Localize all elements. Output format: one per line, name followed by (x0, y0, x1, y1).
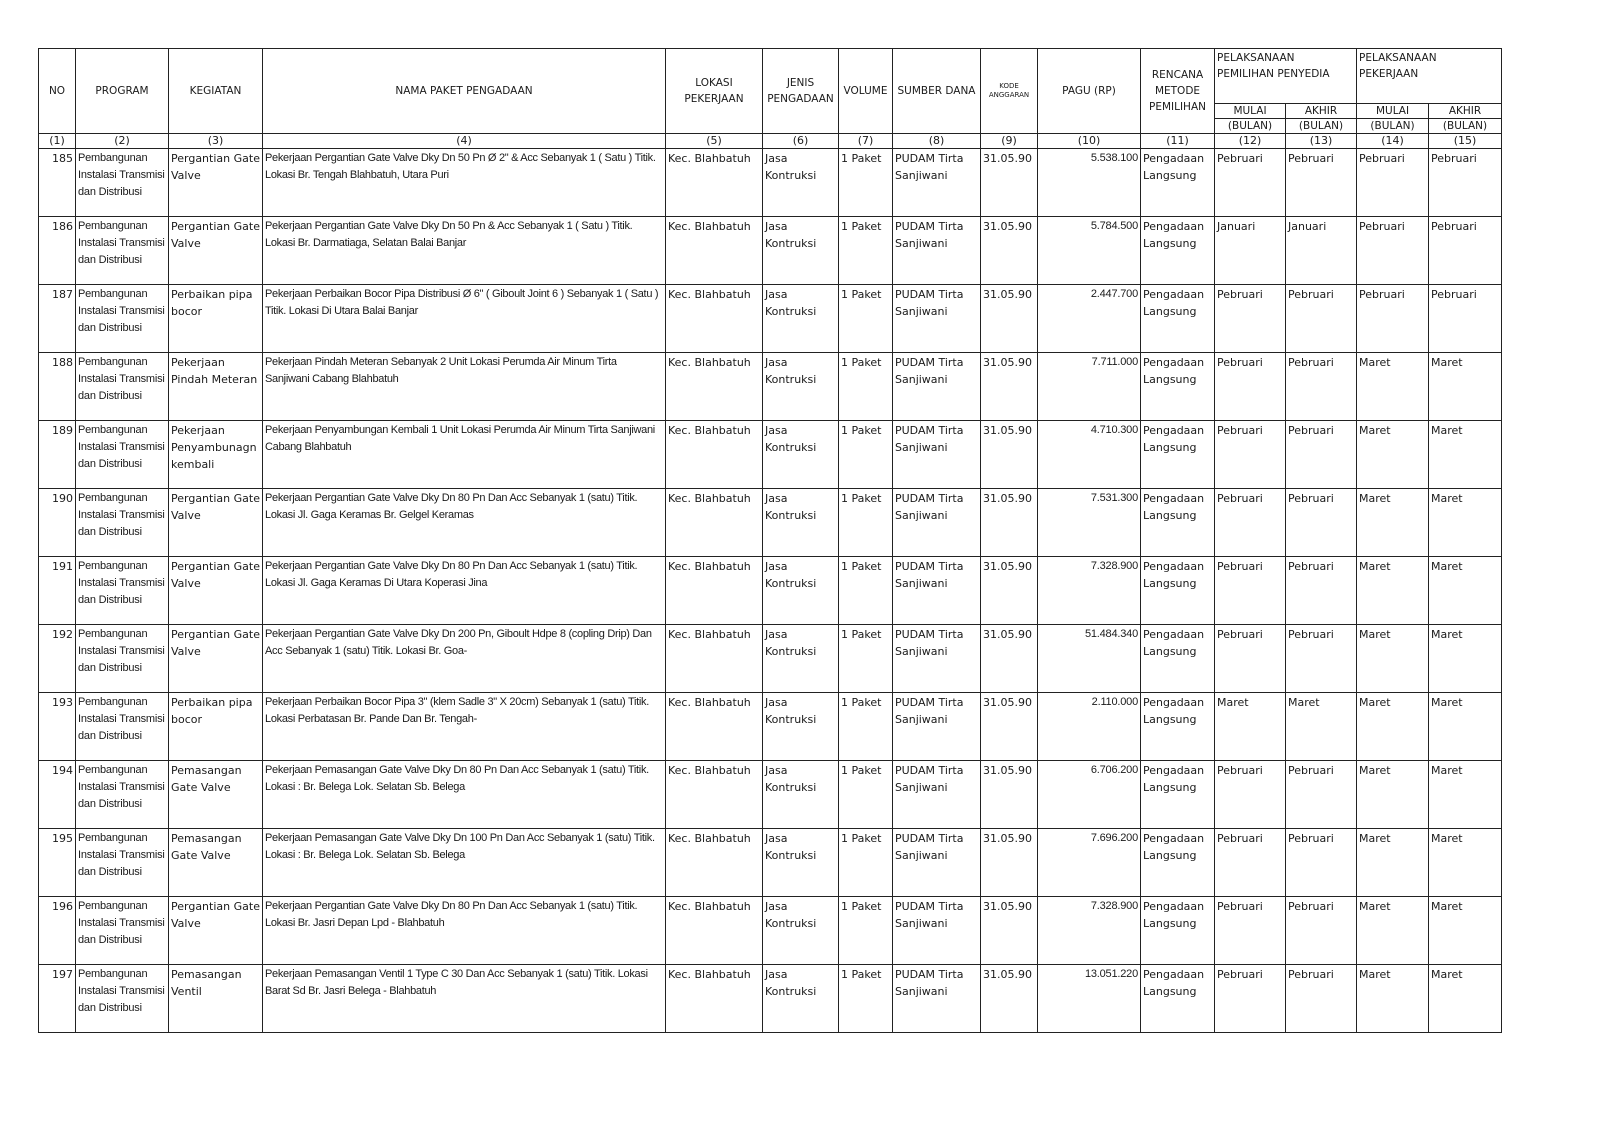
cell-nama-paket: Pekerjaan Pergantian Gate Valve Dky Dn 200 Pn, Giboult Hdpe 8 (copling Drip) Dan Acc Sebanyak 1 (satu) Titik. Lokasi Br. Goa- (263, 625, 666, 693)
cell-kode-anggaran: 31.05.90 (981, 761, 1038, 829)
table-body (39, 149, 1502, 1033)
cell-nama-paket: Pekerjaan Perbaikan Bocor Pipa Distribusi Ø 6" ( Giboult Joint 6 ) Sebanyak 1 ( Satu ) Titik. Lokasi Di Utara Balai Banjar (263, 285, 666, 353)
cell-jenis: Jasa Kontruksi (763, 557, 839, 625)
cell-pekerjaan-akhir: Maret (1429, 557, 1502, 625)
cell-jenis: Jasa Kontruksi (763, 285, 839, 353)
cell-sumber-dana: PUDAM Tirta Sanjiwani (893, 421, 981, 489)
cell-pekerjaan-mulai: Maret (1357, 761, 1429, 829)
cell-kegiatan: Pergantian Gate Valve (169, 557, 263, 625)
cell-sumber-dana: PUDAM Tirta Sanjiwani (893, 693, 981, 761)
cell-pagu: 6.706.200 (1038, 761, 1141, 829)
cell-sumber-dana: PUDAM Tirta Sanjiwani (893, 761, 981, 829)
cell-metode: Pengadaan Langsung (1141, 217, 1215, 285)
cell-kegiatan: Pergantian Gate Valve (169, 897, 263, 965)
cell-no: 186 (39, 217, 76, 285)
cell-program: Pembangunan Instalasi Transmisi dan Distribusi (76, 285, 169, 353)
cell-lokasi: Kec. Blahbatuh (666, 897, 763, 965)
cell-pemilihan-mulai: Pebruari (1215, 625, 1286, 693)
cell-program: Pembangunan Instalasi Transmisi dan Distribusi (76, 489, 169, 557)
cell-kode-anggaran: 31.05.90 (981, 625, 1038, 693)
table-row (39, 761, 1502, 829)
cell-kegiatan: Pekerjaan Penyambunagn kembali (169, 421, 263, 489)
cell-pemilihan-mulai: Pebruari (1215, 829, 1286, 897)
table-row (39, 489, 1502, 557)
cell-no: 193 (39, 693, 76, 761)
cell-kode-anggaran: 31.05.90 (981, 557, 1038, 625)
table-row (39, 353, 1502, 421)
cell-program: Pembangunan Instalasi Transmisi dan Distribusi (76, 625, 169, 693)
cell-volume: 1 Paket (839, 353, 893, 421)
cell-volume: 1 Paket (839, 149, 893, 217)
cell-sumber-dana: PUDAM Tirta Sanjiwani (893, 965, 981, 1033)
cell-jenis: Jasa Kontruksi (763, 897, 839, 965)
cell-pemilihan-mulai: Pebruari (1215, 557, 1286, 625)
header-no: NO (39, 49, 76, 134)
cell-no: 191 (39, 557, 76, 625)
cell-pagu: 7.696.200 (1038, 829, 1141, 897)
cell-pemilihan-mulai: Pebruari (1215, 897, 1286, 965)
header-lokasi: LOKASI PEKERJAAN (666, 49, 763, 134)
cell-program: Pembangunan Instalasi Transmisi dan Distribusi (76, 761, 169, 829)
header-program: PROGRAM (76, 49, 169, 134)
column-number: (12) (1215, 134, 1286, 149)
header-pekerjaan-akhir: AKHIR (1429, 104, 1502, 119)
cell-kode-anggaran: 31.05.90 (981, 965, 1038, 1033)
cell-pemilihan-mulai: Pebruari (1215, 285, 1286, 353)
cell-pemilihan-akhir: Pebruari (1286, 761, 1357, 829)
cell-volume: 1 Paket (839, 693, 893, 761)
cell-pekerjaan-mulai: Maret (1357, 897, 1429, 965)
cell-pemilihan-akhir: Pebruari (1286, 965, 1357, 1033)
cell-program: Pembangunan Instalasi Transmisi dan Distribusi (76, 421, 169, 489)
cell-program: Pembangunan Instalasi Transmisi dan Distribusi (76, 353, 169, 421)
cell-metode: Pengadaan Langsung (1141, 489, 1215, 557)
column-number: (3) (169, 134, 263, 149)
cell-pagu: 5.538.100 (1038, 149, 1141, 217)
cell-kode-anggaran: 31.05.90 (981, 897, 1038, 965)
cell-lokasi: Kec. Blahbatuh (666, 149, 763, 217)
cell-lokasi: Kec. Blahbatuh (666, 693, 763, 761)
cell-no: 194 (39, 761, 76, 829)
header-bulan: (BULAN) (1215, 119, 1286, 134)
cell-pekerjaan-mulai: Pebruari (1357, 285, 1429, 353)
cell-pekerjaan-akhir: Pebruari (1429, 149, 1502, 217)
cell-sumber-dana: PUDAM Tirta Sanjiwani (893, 353, 981, 421)
cell-sumber-dana: PUDAM Tirta Sanjiwani (893, 285, 981, 353)
table-row (39, 693, 1502, 761)
cell-no: 187 (39, 285, 76, 353)
cell-pekerjaan-mulai: Maret (1357, 489, 1429, 557)
cell-kegiatan: Perbaikan pipa bocor (169, 693, 263, 761)
table-row (39, 285, 1502, 353)
cell-pemilihan-mulai: Pebruari (1215, 761, 1286, 829)
table-row (39, 557, 1502, 625)
header-pelaksanaan-pemilihan: PELAKSANAAN PEMILIHAN PENYEDIA (1215, 49, 1357, 104)
cell-lokasi: Kec. Blahbatuh (666, 965, 763, 1033)
cell-nama-paket: Pekerjaan Pergantian Gate Valve Dky Dn 80 Pn Dan Acc Sebanyak 1 (satu) Titik. Lokasi Jl. Gaga Keramas Br. Gelgel Keramas (263, 489, 666, 557)
cell-pagu: 4.710.300 (1038, 421, 1141, 489)
cell-pemilihan-mulai: Pebruari (1215, 965, 1286, 1033)
cell-no: 190 (39, 489, 76, 557)
cell-program: Pembangunan Instalasi Transmisi dan Distribusi (76, 149, 169, 217)
header-pekerjaan-mulai: MULAI (1357, 104, 1429, 119)
cell-pekerjaan-akhir: Maret (1429, 625, 1502, 693)
cell-pemilihan-mulai: Maret (1215, 693, 1286, 761)
cell-metode: Pengadaan Langsung (1141, 625, 1215, 693)
cell-sumber-dana: PUDAM Tirta Sanjiwani (893, 897, 981, 965)
cell-program: Pembangunan Instalasi Transmisi dan Distribusi (76, 897, 169, 965)
cell-sumber-dana: PUDAM Tirta Sanjiwani (893, 217, 981, 285)
column-number: (6) (763, 134, 839, 149)
cell-sumber-dana: PUDAM Tirta Sanjiwani (893, 149, 981, 217)
cell-sumber-dana: PUDAM Tirta Sanjiwani (893, 557, 981, 625)
cell-program: Pembangunan Instalasi Transmisi dan Distribusi (76, 693, 169, 761)
header-volume: VOLUME (839, 49, 893, 134)
cell-nama-paket: Pekerjaan Pemasangan Gate Valve Dky Dn 100 Pn Dan Acc Sebanyak 1 (satu) Titik. Lokasi : Br. Belega Lok. Selatan Sb. Belega (263, 829, 666, 897)
cell-volume: 1 Paket (839, 217, 893, 285)
cell-jenis: Jasa Kontruksi (763, 217, 839, 285)
cell-kegiatan: Pemasangan Gate Valve (169, 761, 263, 829)
header-pelaksanaan-pekerjaan: PELAKSANAAN PEKERJAAN (1357, 49, 1502, 104)
header-row (39, 49, 1502, 104)
header-bulan: (BULAN) (1286, 119, 1357, 134)
cell-pemilihan-akhir: Pebruari (1286, 421, 1357, 489)
column-number: (7) (839, 134, 893, 149)
cell-volume: 1 Paket (839, 421, 893, 489)
cell-volume: 1 Paket (839, 761, 893, 829)
cell-no: 188 (39, 353, 76, 421)
cell-volume: 1 Paket (839, 285, 893, 353)
cell-jenis: Jasa Kontruksi (763, 761, 839, 829)
cell-kegiatan: Pemasangan Ventil (169, 965, 263, 1033)
cell-program: Pembangunan Instalasi Transmisi dan Distribusi (76, 965, 169, 1033)
cell-program: Pembangunan Instalasi Transmisi dan Distribusi (76, 557, 169, 625)
table-row (39, 149, 1502, 217)
cell-kode-anggaran: 31.05.90 (981, 217, 1038, 285)
cell-pagu: 13.051.220 (1038, 965, 1141, 1033)
cell-jenis: Jasa Kontruksi (763, 829, 839, 897)
cell-nama-paket: Pekerjaan Pergantian Gate Valve Dky Dn 80 Pn Dan Acc Sebanyak 1 (satu) Titik. Lokasi Br. Jasri Depan Lpd - Blahbatuh (263, 897, 666, 965)
cell-pemilihan-akhir: Pebruari (1286, 829, 1357, 897)
column-number: (9) (981, 134, 1038, 149)
cell-pagu: 2.447.700 (1038, 285, 1141, 353)
cell-nama-paket: Pekerjaan Pemasangan Ventil 1 Type C 30 Dan Acc Sebanyak 1 (satu) Titik. Lokasi Barat Sd Br. Jasri Belega - Blahbatuh (263, 965, 666, 1033)
cell-lokasi: Kec. Blahbatuh (666, 421, 763, 489)
cell-nama-paket: Pekerjaan Pergantian Gate Valve Dky Dn 50 Pn & Acc Sebanyak 1 ( Satu ) Titik. Lokasi Br. Darmatiaga, Selatan Balai Banjar (263, 217, 666, 285)
header-nama-paket: NAMA PAKET PENGADAAN (263, 49, 666, 134)
cell-kode-anggaran: 31.05.90 (981, 829, 1038, 897)
header-rencana-metode: RENCANA METODE PEMILIHAN (1141, 49, 1215, 134)
cell-pagu: 7.328.900 (1038, 557, 1141, 625)
cell-pekerjaan-mulai: Maret (1357, 965, 1429, 1033)
cell-pekerjaan-akhir: Maret (1429, 965, 1502, 1033)
column-number: (13) (1286, 134, 1357, 149)
column-number: (10) (1038, 134, 1141, 149)
cell-pekerjaan-akhir: Maret (1429, 489, 1502, 557)
header-pemilihan-akhir: AKHIR (1286, 104, 1357, 119)
cell-lokasi: Kec. Blahbatuh (666, 557, 763, 625)
cell-pemilihan-akhir: Pebruari (1286, 557, 1357, 625)
cell-no: 189 (39, 421, 76, 489)
header-bulan: (BULAN) (1357, 119, 1429, 134)
cell-pekerjaan-akhir: Maret (1429, 421, 1502, 489)
cell-pemilihan-akhir: Pebruari (1286, 149, 1357, 217)
cell-pagu: 51.484.340 (1038, 625, 1141, 693)
header-kode-anggaran: KODE ANGGARAN (981, 49, 1038, 134)
cell-metode: Pengadaan Langsung (1141, 965, 1215, 1033)
cell-lokasi: Kec. Blahbatuh (666, 285, 763, 353)
cell-nama-paket: Pekerjaan Pindah Meteran Sebanyak 2 Unit Lokasi Perumda Air Minum Tirta Sanjiwani Cabang Blahbatuh (263, 353, 666, 421)
cell-kode-anggaran: 31.05.90 (981, 693, 1038, 761)
cell-pemilihan-akhir: Pebruari (1286, 897, 1357, 965)
column-number: (15) (1429, 134, 1502, 149)
cell-pekerjaan-mulai: Maret (1357, 829, 1429, 897)
cell-pekerjaan-mulai: Maret (1357, 557, 1429, 625)
table-row (39, 829, 1502, 897)
column-number: (4) (263, 134, 666, 149)
cell-metode: Pengadaan Langsung (1141, 149, 1215, 217)
column-number: (2) (76, 134, 169, 149)
cell-metode: Pengadaan Langsung (1141, 285, 1215, 353)
cell-jenis: Jasa Kontruksi (763, 965, 839, 1033)
cell-pemilihan-akhir: Pebruari (1286, 489, 1357, 557)
header-pemilihan-mulai: MULAI (1215, 104, 1286, 119)
cell-lokasi: Kec. Blahbatuh (666, 489, 763, 557)
column-number: (11) (1141, 134, 1215, 149)
header-kegiatan: KEGIATAN (169, 49, 263, 134)
procurement-table (38, 48, 1502, 1033)
cell-pekerjaan-mulai: Pebruari (1357, 217, 1429, 285)
cell-kode-anggaran: 31.05.90 (981, 421, 1038, 489)
cell-pemilihan-mulai: Pebruari (1215, 421, 1286, 489)
cell-metode: Pengadaan Langsung (1141, 829, 1215, 897)
cell-metode: Pengadaan Langsung (1141, 761, 1215, 829)
cell-volume: 1 Paket (839, 557, 893, 625)
cell-kegiatan: Pekerjaan Pindah Meteran (169, 353, 263, 421)
cell-pemilihan-akhir: Pebruari (1286, 353, 1357, 421)
cell-pekerjaan-akhir: Pebruari (1429, 285, 1502, 353)
header-jenis: JENIS PENGADAAN (763, 49, 839, 134)
cell-volume: 1 Paket (839, 965, 893, 1033)
column-number: (14) (1357, 134, 1429, 149)
cell-pemilihan-mulai: Pebruari (1215, 149, 1286, 217)
cell-pemilihan-mulai: Pebruari (1215, 353, 1286, 421)
table-row (39, 897, 1502, 965)
cell-pemilihan-akhir: Januari (1286, 217, 1357, 285)
cell-pekerjaan-akhir: Pebruari (1429, 217, 1502, 285)
cell-volume: 1 Paket (839, 829, 893, 897)
cell-sumber-dana: PUDAM Tirta Sanjiwani (893, 489, 981, 557)
table-row (39, 421, 1502, 489)
cell-jenis: Jasa Kontruksi (763, 149, 839, 217)
cell-pagu: 2.110.000 (1038, 693, 1141, 761)
cell-sumber-dana: PUDAM Tirta Sanjiwani (893, 829, 981, 897)
cell-pekerjaan-mulai: Maret (1357, 353, 1429, 421)
table-row (39, 625, 1502, 693)
cell-jenis: Jasa Kontruksi (763, 421, 839, 489)
cell-jenis: Jasa Kontruksi (763, 625, 839, 693)
cell-nama-paket: Pekerjaan Pergantian Gate Valve Dky Dn 50 Pn Ø 2" & Acc Sebanyak 1 ( Satu ) Titik. Lokasi Br. Tengah Blahbatuh, Utara Puri (263, 149, 666, 217)
column-number-row (39, 134, 1502, 149)
cell-nama-paket: Pekerjaan Penyambungan Kembali 1 Unit Lokasi Perumda Air Minum Tirta Sanjiwani Cabang Blahbatuh (263, 421, 666, 489)
cell-pekerjaan-mulai: Maret (1357, 693, 1429, 761)
cell-pagu: 7.711.000 (1038, 353, 1141, 421)
cell-kode-anggaran: 31.05.90 (981, 489, 1038, 557)
cell-pekerjaan-akhir: Maret (1429, 829, 1502, 897)
cell-sumber-dana: PUDAM Tirta Sanjiwani (893, 625, 981, 693)
cell-jenis: Jasa Kontruksi (763, 489, 839, 557)
cell-metode: Pengadaan Langsung (1141, 897, 1215, 965)
cell-lokasi: Kec. Blahbatuh (666, 761, 763, 829)
cell-pemilihan-mulai: Pebruari (1215, 489, 1286, 557)
cell-kegiatan: Pergantian Gate Valve (169, 217, 263, 285)
cell-kode-anggaran: 31.05.90 (981, 353, 1038, 421)
cell-lokasi: Kec. Blahbatuh (666, 217, 763, 285)
table-row (39, 965, 1502, 1033)
cell-jenis: Jasa Kontruksi (763, 353, 839, 421)
column-number: (8) (893, 134, 981, 149)
cell-kegiatan: Perbaikan pipa bocor (169, 285, 263, 353)
cell-lokasi: Kec. Blahbatuh (666, 829, 763, 897)
cell-nama-paket: Pekerjaan Pergantian Gate Valve Dky Dn 80 Pn Dan Acc Sebanyak 1 (satu) Titik. Lokasi Jl. Gaga Keramas Di Utara Koperasi Jina (263, 557, 666, 625)
cell-pagu: 5.784.500 (1038, 217, 1141, 285)
cell-pekerjaan-akhir: Maret (1429, 693, 1502, 761)
header-bulan: (BULAN) (1429, 119, 1502, 134)
cell-pemilihan-mulai: Januari (1215, 217, 1286, 285)
cell-nama-paket: Pekerjaan Pemasangan Gate Valve Dky Dn 80 Pn Dan Acc Sebanyak 1 (satu) Titik. Lokasi : Br. Belega Lok. Selatan Sb. Belega (263, 761, 666, 829)
header-pagu: PAGU (RP) (1038, 49, 1141, 134)
cell-pagu: 7.531.300 (1038, 489, 1141, 557)
cell-pemilihan-akhir: Pebruari (1286, 285, 1357, 353)
cell-no: 197 (39, 965, 76, 1033)
cell-pekerjaan-mulai: Maret (1357, 421, 1429, 489)
cell-pemilihan-akhir: Maret (1286, 693, 1357, 761)
cell-kegiatan: Pergantian Gate Valve (169, 625, 263, 693)
cell-no: 195 (39, 829, 76, 897)
cell-program: Pembangunan Instalasi Transmisi dan Distribusi (76, 829, 169, 897)
cell-metode: Pengadaan Langsung (1141, 421, 1215, 489)
column-number: (1) (39, 134, 76, 149)
cell-kegiatan: Pergantian Gate Valve (169, 489, 263, 557)
cell-kegiatan: Pergantian Gate Valve (169, 149, 263, 217)
cell-pekerjaan-akhir: Maret (1429, 897, 1502, 965)
cell-metode: Pengadaan Langsung (1141, 693, 1215, 761)
cell-kegiatan: Pemasangan Gate Valve (169, 829, 263, 897)
cell-no: 185 (39, 149, 76, 217)
cell-volume: 1 Paket (839, 625, 893, 693)
cell-volume: 1 Paket (839, 489, 893, 557)
header-sumber-dana: SUMBER DANA (893, 49, 981, 134)
cell-lokasi: Kec. Blahbatuh (666, 353, 763, 421)
table-row (39, 217, 1502, 285)
cell-metode: Pengadaan Langsung (1141, 353, 1215, 421)
column-number: (5) (666, 134, 763, 149)
cell-lokasi: Kec. Blahbatuh (666, 625, 763, 693)
cell-nama-paket: Pekerjaan Perbaikan Bocor Pipa 3" (klem Sadle 3" X 20cm) Sebanyak 1 (satu) Titik. Lokasi Perbatasan Br. Pande Dan Br. Tengah- (263, 693, 666, 761)
cell-metode: Pengadaan Langsung (1141, 557, 1215, 625)
cell-kode-anggaran: 31.05.90 (981, 149, 1038, 217)
cell-pekerjaan-akhir: Maret (1429, 353, 1502, 421)
cell-kode-anggaran: 31.05.90 (981, 285, 1038, 353)
cell-jenis: Jasa Kontruksi (763, 693, 839, 761)
cell-program: Pembangunan Instalasi Transmisi dan Distribusi (76, 217, 169, 285)
cell-pekerjaan-mulai: Maret (1357, 625, 1429, 693)
cell-pekerjaan-mulai: Pebruari (1357, 149, 1429, 217)
cell-no: 192 (39, 625, 76, 693)
cell-pagu: 7.328.900 (1038, 897, 1141, 965)
cell-pekerjaan-akhir: Maret (1429, 761, 1502, 829)
cell-no: 196 (39, 897, 76, 965)
cell-volume: 1 Paket (839, 897, 893, 965)
cell-pemilihan-akhir: Pebruari (1286, 625, 1357, 693)
